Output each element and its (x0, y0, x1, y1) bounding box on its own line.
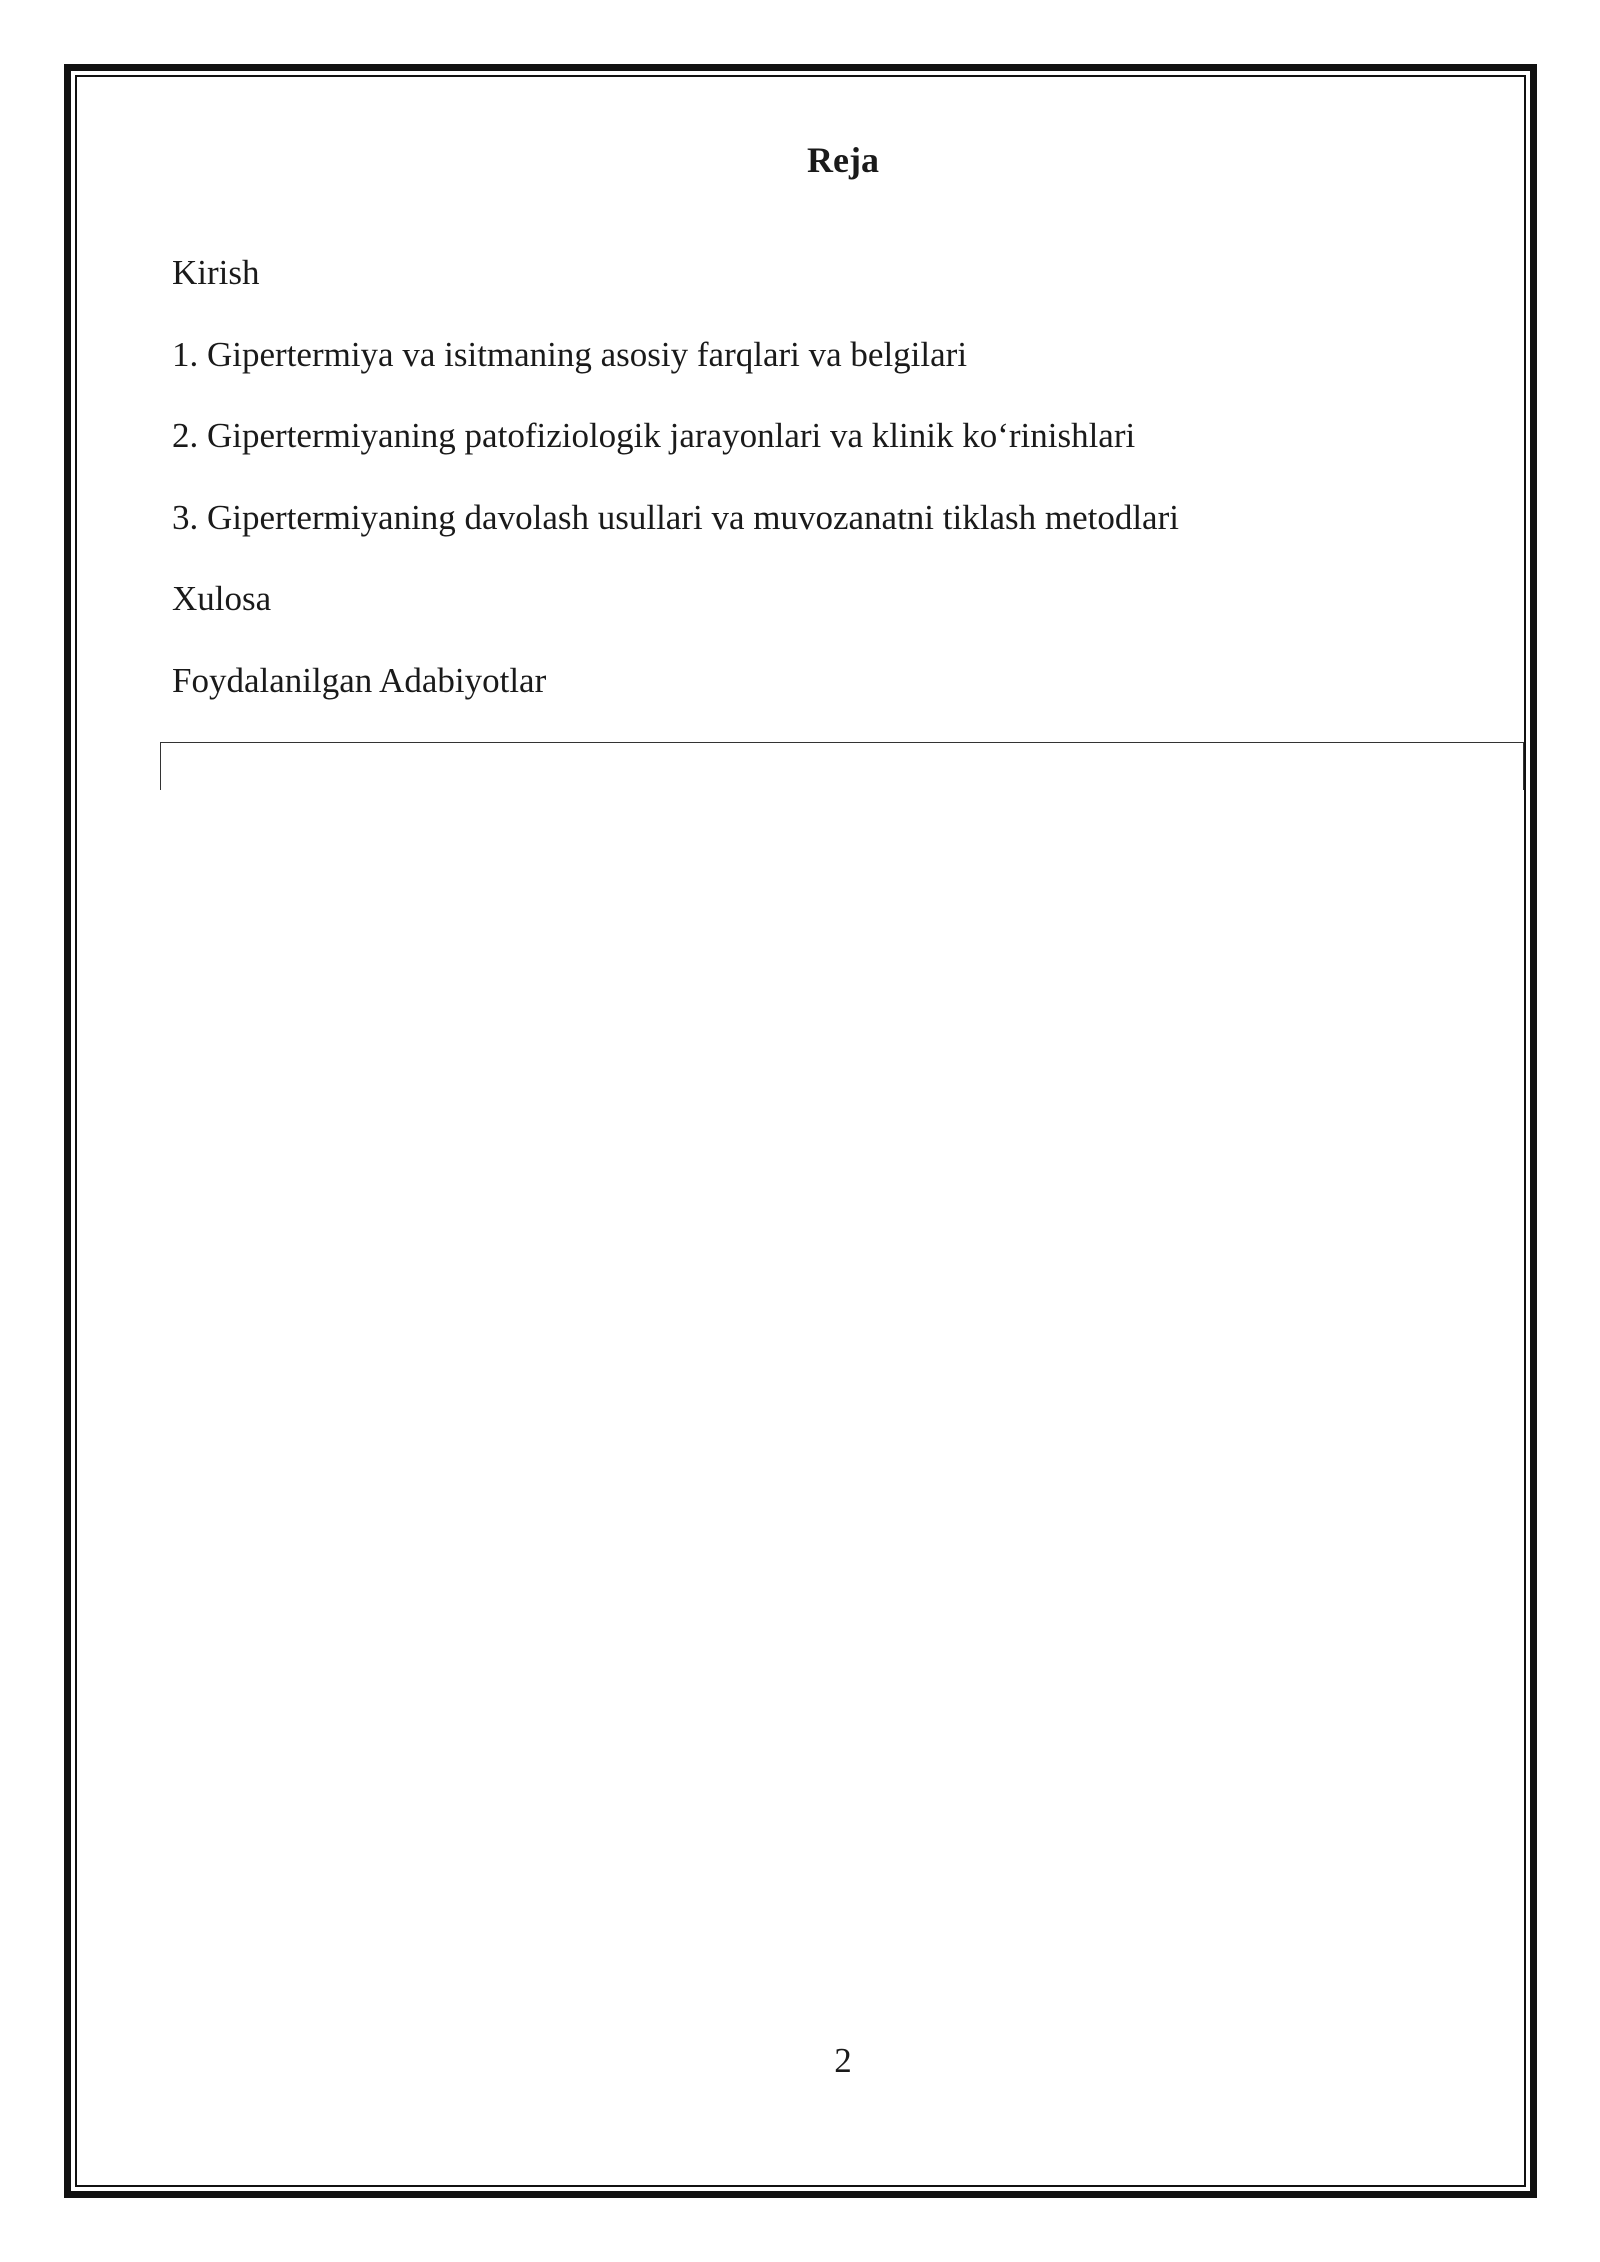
toc-item-references: Foydalanilgan Adabiyotlar (172, 660, 547, 700)
table-of-contents (172, 252, 1472, 741)
toc-item-chapter-1: 1. Gipertermiya va isitmaning asosiy farqlari va belgilari (172, 334, 968, 374)
page-number: 2 (834, 2041, 852, 2080)
toc-item-introduction: Kirish (172, 253, 260, 292)
page-title: Reja (807, 140, 879, 180)
toc-item-chapter-2: 2. Gipertermiyaning patofiziologik jarayonlari va klinik ko‘rinishlari (172, 416, 1136, 455)
toc-item-chapter-3: 3. Gipertermiyaning davolash usullari va muvozanatni tiklash metodlari (172, 497, 1179, 537)
empty-text-box (160, 742, 1524, 790)
toc-item-conclusion: Xulosa (172, 579, 272, 618)
